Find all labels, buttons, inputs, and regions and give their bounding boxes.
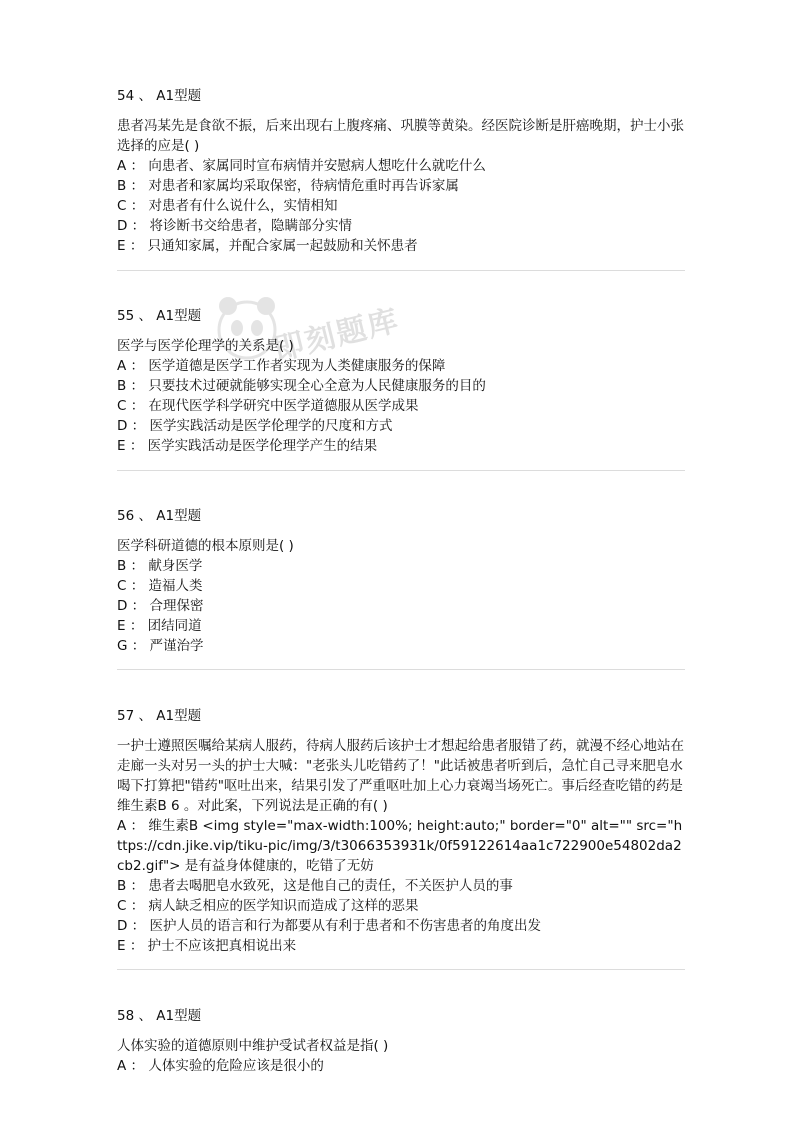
question-header: 56 、 A1型题 — [117, 508, 202, 524]
option-e[interactable]: E ： 团结同道 — [117, 618, 202, 634]
divider — [117, 669, 685, 670]
option-a[interactable]: A ： 人体实验的危险应该是很小的 — [117, 1058, 324, 1074]
option-e[interactable]: E ： 医学实践活动是医学伦理学产生的结果 — [117, 438, 378, 454]
option-c[interactable]: C ： 对患者有什么说什么，实情相知 — [117, 198, 338, 214]
option-b[interactable]: B ： 对患者和家属均采取保密，待病情危重时再告诉家属 — [117, 178, 459, 194]
option-a[interactable]: A ： 向患者、家属同时宣布病情并安慰病人想吃什么就吃什么 — [117, 158, 486, 174]
question-57 — [117, 706, 685, 956]
question-header: 58 、 A1型题 — [117, 1008, 202, 1024]
question-58 — [117, 1006, 685, 1076]
option-b[interactable]: B ： 患者去喝肥皂水致死，这是他自己的责任，不关医护人员的事 — [117, 878, 513, 894]
question-header: 54 、 A1型题 — [117, 88, 202, 104]
option-b[interactable]: B ： 只要技术过硬就能够实现全心全意为人民健康服务的目的 — [117, 378, 486, 394]
question-stem: 患者冯某先是食欲不振，后来出现右上腹疼痛、巩膜等黄染。经医院诊断是肝癌晚期，护士小张选择的应是( ) — [117, 118, 684, 154]
option-d[interactable]: D ： 合理保密 — [117, 598, 204, 614]
option-g[interactable]: G ： 严谨治学 — [117, 638, 204, 654]
divider — [117, 969, 685, 970]
question-55 — [117, 306, 685, 456]
option-b[interactable]: B ： 献身医学 — [117, 558, 203, 574]
question-stem: 一护士遵照医嘱给某病人服药，待病人服药后该护士才想起给患者服错了药，就漫不经心地站在走廊一头对另一头的护士大喊："老张头儿吃错药了！"此话被患者听到后，急忙自己寻来肥皂水喝下打算把"错药"呕吐出来，结果引发了严重呕吐加上心力衰竭当场死亡。事后经查吃错的药是维生素B 6 。对此案，下列说法是正确的有( ) — [117, 738, 684, 814]
option-d[interactable]: D ： 医护人员的语言和行为都要从有利于患者和不伤害患者的角度出发 — [117, 918, 541, 934]
option-e[interactable]: E ： 只通知家属，并配合家属一起鼓励和关怀患者 — [117, 238, 418, 254]
option-d[interactable]: D ： 医学实践活动是医学伦理学的尺度和方式 — [117, 418, 393, 434]
option-d[interactable]: D ： 将诊断书交给患者，隐瞒部分实情 — [117, 218, 352, 234]
divider — [117, 470, 685, 471]
question-56 — [117, 506, 685, 656]
divider — [117, 270, 685, 271]
option-c[interactable]: C ： 病人缺乏相应的医学知识而造成了这样的恶果 — [117, 898, 419, 914]
question-stem: 医学与医学伦理学的关系是( ) — [117, 338, 294, 354]
option-a[interactable]: A ： 维生素B <img style="max-width:100%; height:auto;" border="0" alt="" src="https://cdn.jike.vip/tiku-pic/img/3/t3066353931k/0f59122614aa1c722900e54802da2cb2.gif"> 是有益身体健康的，吃错了无妨 — [117, 818, 683, 874]
option-c[interactable]: C ： 造福人类 — [117, 578, 203, 594]
question-stem: 医学科研道德的根本原则是( ) — [117, 538, 294, 554]
option-a[interactable]: A ： 医学道德是医学工作者实现为人类健康服务的保障 — [117, 358, 446, 374]
option-e[interactable]: E ： 护士不应该把真相说出来 — [117, 938, 297, 954]
question-54 — [117, 86, 685, 256]
watermark-text: 即刻题库 — [270, 302, 404, 368]
question-header: 57 、 A1型题 — [117, 708, 202, 724]
question-header: 55 、 A1型题 — [117, 308, 202, 324]
option-c[interactable]: C ： 在现代医学科学研究中医学道德服从医学成果 — [117, 398, 419, 414]
question-stem: 人体实验的道德原则中维护受试者权益是指( ) — [117, 1038, 389, 1054]
